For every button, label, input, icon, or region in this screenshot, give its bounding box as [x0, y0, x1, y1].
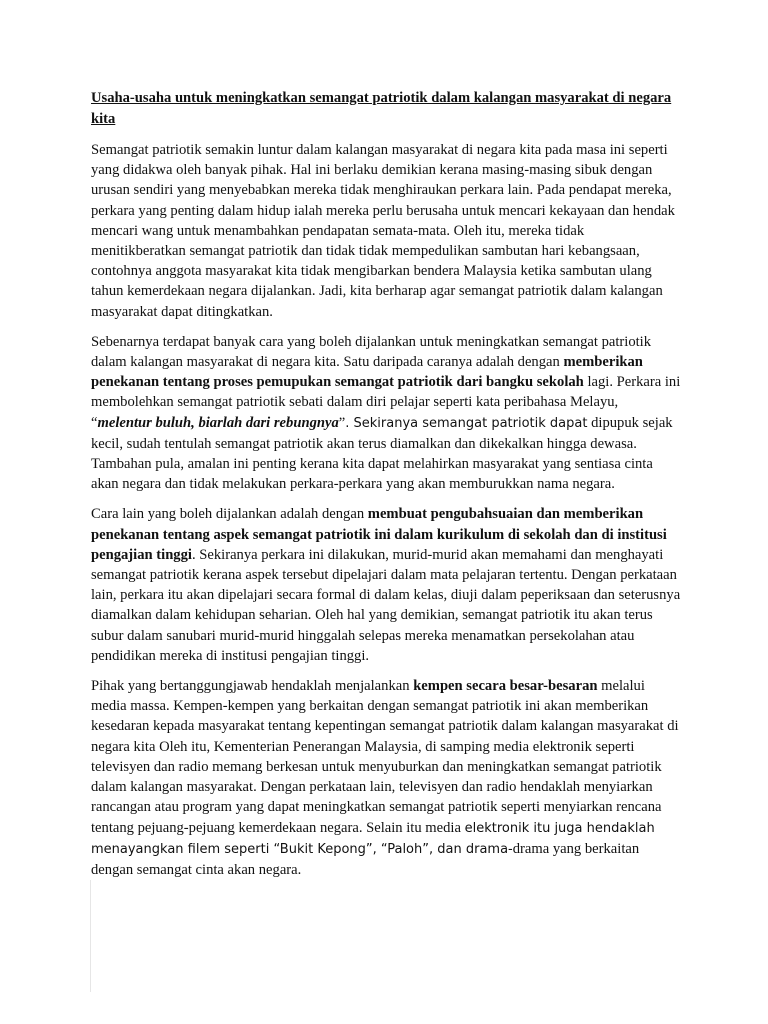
paragraph-intro: [91, 140, 681, 322]
paragraph-point-3: [91, 676, 681, 880]
paragraph-text: dipupuk sejak kecil, sudah tentulah semangat patriotik akan terus diamalkan dan dikekalkan hingga dewasa. Tambahan pula, amalan ini penting kerana kita dapat melahirkan masyarakat yang sentiasa cinta akan negara dan tidak melakukan perkara-perkara yang akan memburukkan nama negara.: [91, 414, 673, 493]
key-point-bold: memberikan penekanan tentang proses pemupukan semangat patriotik dari bangku sekolah: [91, 354, 643, 391]
paragraph-text: drama yang berkaitan dengan semangat cinta akan negara.: [91, 840, 640, 878]
key-point-bold: membuat pengubahsuaian dan memberikan penekanan tentang aspek semangat patriotik ini dalam kurikulum di sekolah dan di institusi pengajian tinggi: [91, 506, 667, 563]
document-body: [91, 88, 681, 890]
paragraph-intro-text: Semangat patriotik semakin luntur dalam kalangan masyarakat di negara kita pada masa ini seperti yang didakwa oleh banyak pihak. Hal ini berlaku demikian kerana masing-masing sibuk dengan urusan sendiri yang menyebabkan mereka tidak menghiraukan perkara lain. Pada pendapat mereka, perkara yang penting dalam hidup ialah mereka perlu berusaha untuk mencari kekayaan dan hendak mencari wang untuk menambahkan pendapatan semata-mata. Oleh itu, mereka tidak menitikberatkan semangat patriotik dan tidak tidak mempedulikan sambutan hari kebangsaan, contohnya anggota masyarakat kita tidak mengibarkan bendera Malaysia ketika sambutan ulang tahun kemerdekaan negara dijalankan. Jadi, kita berharap agar semangat patriotik dalam kalangan masyarakat dapat ditingkatkan.: [91, 142, 675, 320]
document-title: Usaha-usaha untuk meningkatkan semangat patriotik dalam kalangan masyarakat di negara kita: [91, 90, 672, 127]
paragraph-text: lagi. Perkara ini membolehkan semangat patriotik sebati dalam diri pelajar seperti kata peribahasa Melayu, “: [91, 374, 681, 431]
paragraph-text: ”: [338, 414, 346, 431]
paragraph-point-2: [91, 504, 681, 666]
paragraph-text-sans: elektronik itu juga hendaklah menayangkan filem seperti “Bukit Kepong”, “Paloh”, dan drama-: [91, 820, 655, 857]
paragraph-text: . Sekiranya perkara ini dilakukan, murid-murid akan memahami dan menghayati semangat patriotik kerana aspek tersebut dipelajari dalam mata pelajaran tertentu. Dengan perkataan lain, perkara itu akan dipelajari secara formal di dalam kelas, diuji dalam peperiksaan dan seterusnya diamalkan dalam kehidupan seharian. Oleh hal yang demikian, semangat patriotik itu akan terus subur dalam sanubari murid-murid hinggalah selepas mereka menamatkan persekolahan atau pendidikan mereka di institusi pengajian tinggi.: [91, 546, 681, 664]
paragraph-text: melalui media massa. Kempen-kempen yang berkaitan dengan semangat patriotik ini akan memberikan kesedaran kepada masyarakat tentang kepentingan semangat patriotik dalam kalangan masyarakat di negara kita Oleh itu, Kementerian Penerangan Malaysia, di samping media elektronik seperti televisyen dan radio memang berkesan untuk menyuburkan dan meningkatkan semangat patriotik dalam kalangan masyarakat. Dengan perkataan lain, televisyen dan radio hendaklah menyiarkan rancangan atau program yang dapat meningkatkan semangat patriotik seperti menyiarkan rencana tentang pejuang-pejuang kemerdekaan negara. Selain itu media: [91, 678, 679, 836]
paragraph-text: Sebenarnya terdapat banyak cara yang boleh dijalankan untuk meningkatkan semangat patriotik dalam kalangan masyarakat di negara kita. Satu daripada caranya adalah dengan: [91, 333, 652, 371]
paragraph-text-sans: . Sekiranya semangat patriotik dapat: [345, 415, 588, 431]
paragraph-point-1: [91, 332, 681, 495]
proverb-quote: melentur buluh, biarlah dari rebungnya: [97, 414, 339, 431]
key-point-bold: kempen secara besar-besaran: [413, 678, 598, 695]
paragraph-text: Cara lain yang boleh dijalankan adalah dengan: [91, 506, 368, 523]
paragraph-text: Pihak yang bertanggungjawab hendaklah menjalankan: [91, 678, 414, 695]
page-margin-line: [90, 880, 91, 992]
